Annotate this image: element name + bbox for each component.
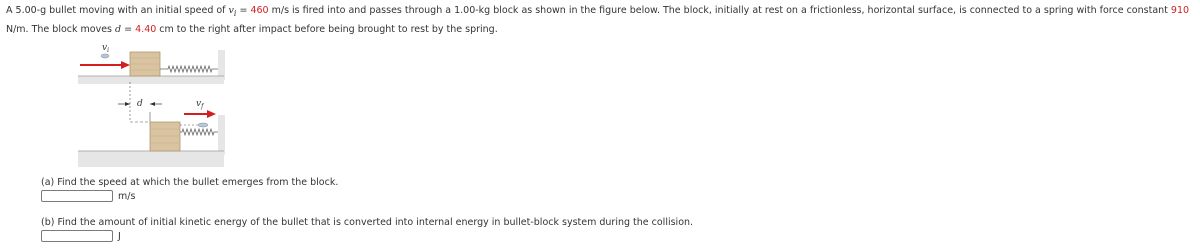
answer-a-input[interactable] [41,190,113,202]
label-vf: $v_f$ [196,99,204,110]
problem-text-3: m/s is fired into and passes through a 1.00-kg block as shown in the figure below. The block, initially at rest on a frictionless, horizontal surface, is connected to a spring with force constant [268,5,1171,16]
answer-a-row [41,190,135,202]
vi-subscript: i [233,8,237,18]
top-spring [160,66,218,72]
problem-text-5: = [121,23,136,35]
bottom-block [150,122,180,151]
bullet-block-spring-figure [78,42,328,167]
answer-b-input[interactable] [41,230,113,242]
spring-constant-value: 910 [1170,5,1190,16]
bottom-wall [218,115,225,155]
label-d: d [137,99,143,109]
initial-speed-value: 460 [250,5,269,16]
answer-b-unit: J [118,230,121,242]
vi-symbol: $v_i$ [228,5,237,18]
d-symbol: d [115,23,122,35]
displacement-value: 4.40 [135,23,157,35]
incoming-arrowhead [121,61,130,69]
question-b: (b) Find the amount of initial kinetic energy of the bullet that is converted into internal energy in bullet-block system during the collision. [41,217,694,228]
emerging-bullet [198,123,208,127]
top-surface [78,76,224,84]
top-wall [218,50,225,80]
question-a: (a) Find the speed at which the bullet emerges from the block. [41,177,339,188]
problem-text-4: N/m. The block moves [6,23,116,35]
outgoing-arrowhead [207,110,216,118]
answer-a-unit: m/s [118,190,136,202]
problem-text-1: A 5.00-g bullet moving with an initial speed of [6,5,229,16]
problem-statement [6,3,1196,38]
bottom-spring [180,129,218,135]
label-vi: $v_i$ [102,43,110,54]
problem-text-6: cm to the right after impact before being brought to rest by the spring. [156,23,498,35]
answer-b-row [41,230,121,242]
incoming-bullet [101,54,109,58]
bottom-surface [78,151,224,167]
problem-text-2: = [236,5,251,16]
